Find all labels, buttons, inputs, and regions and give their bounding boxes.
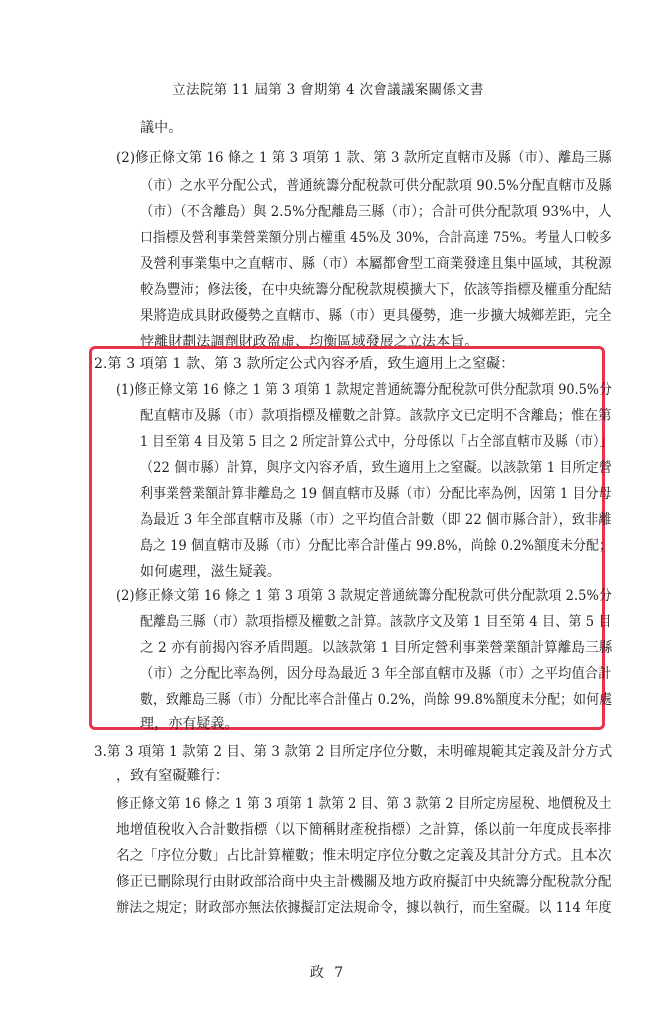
text-line: (2)修正條文第 16 條之 1 第 3 項第 1 款、第 3 款所定直轄市及縣（市）、離島三縣 [116,150,612,166]
text-line: 為最近 3 年全部直轄市及縣（市）之平均值合計數（即 22 個市縣合計），致非離 [140,512,612,528]
text-line: 數，致離島三縣（市）分配比率合計僅占 0.2%，尚餘 99.8%額度未分配；如何處 [140,692,613,708]
section-heading: 3.第 3 項第 1 款第 2 目、第 3 款第 2 目所定序位分數，未明確規範其定義及計分方式 [94,744,613,760]
text-line: 配直轄市及縣（市）款項指標及權數之計算。該款序文已定明不含離島；惟在第 [140,408,612,424]
text-line: 島之 19 個直轄市及縣（市）分配比率合計僅占 99.8%，尚餘 0.2%額度未分配； [140,538,612,554]
text-line: (1)修正條文第 16 條之 1 第 3 項第 1 款規定普通統籌分配稅款可供分配款項 90.5%分 [116,382,612,398]
text-line: 之 2 亦有前揭內容矛盾問題。以該款第 1 目所定營利事業營業額計算離島三縣 [140,640,613,656]
text-line: 配離島三縣（市）款項指標及權數之計算。該款序文及第 1 目至第 4 目、第 5 目 [140,614,612,630]
text-line: 口指標及營利事業營業額分別占權重 45%及 30%，合計高達 75%。考量人口較多 [140,230,612,246]
text-line: 果將造成具財政優勢之直轄市、縣（市）更具優勢，進一步擴大城鄉差距，完全 [140,308,612,324]
text-line: ，致有窒礙難行： [116,768,229,784]
text-line: 悖離財劃法調劑財政盈虛、均衡區域發展之立法本旨。 [140,334,479,350]
page-header-title: 立法院第 11 屆第 3 會期第 4 次會議議案關係文書 [172,82,484,98]
text-line: （22 個市縣）計算，與序文內容矛盾，致生適用上之窒礙。以該款第 1 目所定營 [140,460,612,476]
text-line: (2)修正條文第 16 條之 1 第 3 項第 3 款規定普通統籌分配稅款可供分配款項 2.5%分 [116,588,612,604]
text-line: 及營利事業集中之直轄市、縣（市）本屬都會型工商業發達且集中區域，其稅源 [140,256,612,272]
text-line: 利事業營業額計算非離島之 19 個直轄市及縣（市）分配比率為例，因第 1 目分母 [140,486,612,502]
text-line: 1 目至第 4 目及第 5 目之 2 所定計算公式中，分母係以「占全部直轄市及縣（市）」 [140,434,613,450]
text-line: （市）之水平分配公式，普通統籌分配稅款可供分配款項 90.5%分配直轄市及縣 [140,178,612,194]
text-line: 修正條文第 16 條之 1 第 3 項第 1 款第 2 目、第 3 款第 2 目所定房屋稅、地價稅及土 [116,796,612,812]
text-line: 理，亦有疑義。 [140,716,239,732]
text-line: 地增值稅收入合計數指標（以下簡稱財產稅指標）之計算，係以前一年度成長率排 [116,822,612,838]
text-line: （市）（不含離島）與 2.5%分配離島三縣（市）；合計可供分配款項 93%中，人 [140,204,612,220]
page-number: 政 7 [309,965,347,981]
text-line: （市）之分配比率為例，因分母為最近 3 年全部直轄市及縣（市）之平均值合計 [140,666,612,682]
section-heading: 2.第 3 項第 1 款、第 3 款所定公式內容矛盾，致生適用上之窒礙： [94,356,515,372]
text-line: 如何處理，滋生疑義。 [140,564,281,580]
text-line: 議中。 [140,120,183,136]
text-line: 較為豐沛；修法後，在中央統籌分配稅款規模擴大下，依該等指標及權重分配結 [140,282,612,298]
text-line: 辦法之規定；財政部亦無法依據擬訂定法規命令，據以執行，而生窒礙。以 114 年度 [116,900,612,916]
text-line: 修正已刪除現行由財政部洽商中央主計機關及地方政府擬訂中央統籌分配稅款分配 [116,874,612,890]
text-line: 名之「序位分數」占比計算權數；惟未明定序位分數之定義及其計分方式。且本次 [116,848,612,864]
